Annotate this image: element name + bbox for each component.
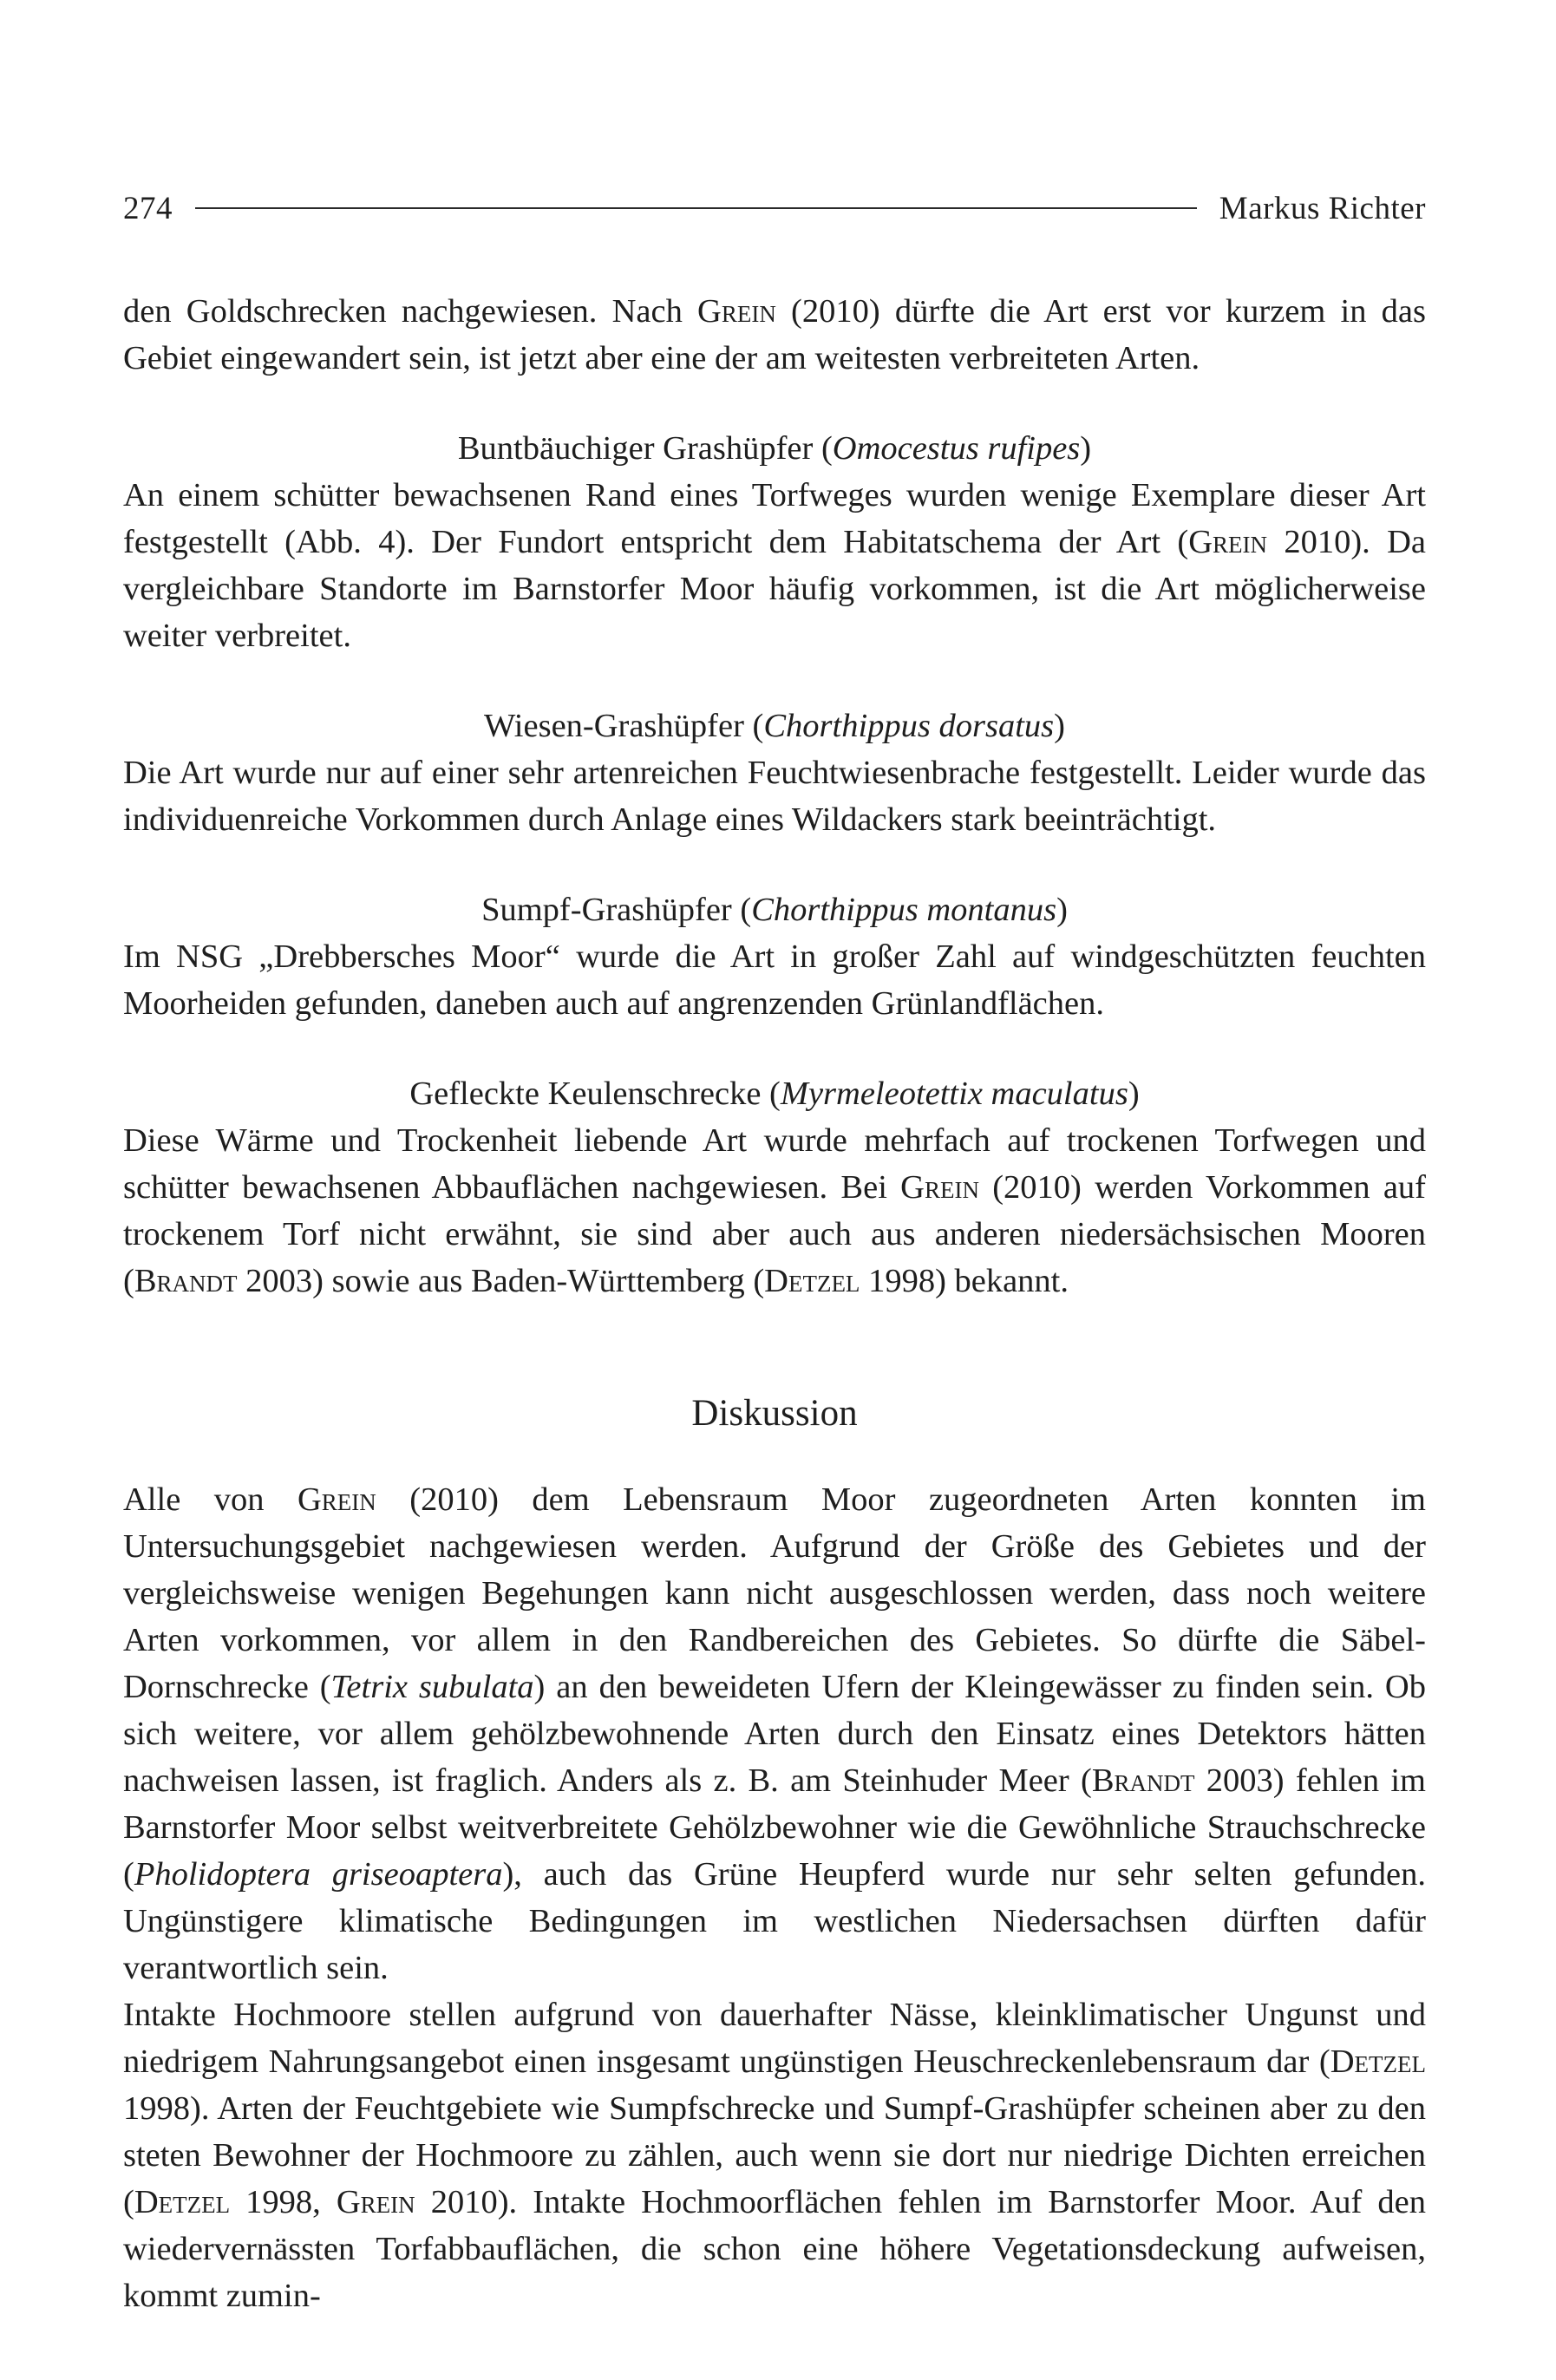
section-title-diskussion: Diskussion <box>691 1393 858 1434</box>
citation: Grein <box>336 2184 415 2220</box>
paragraph-dorsatus: Die Art wurde nur auf einer sehr artenreichen Feuchtwiesenbrache festgestellt. Leider wurde das individuenreiche Vorkommen durch Anlage eines Wildackers stark beeinträchtigt. <box>123 755 1426 838</box>
latin-name: Chorthippus dorsatus <box>763 708 1055 744</box>
latin-name: Myrmeleotettix maculatus <box>780 1076 1128 1112</box>
latin-name: Tetrix subulata <box>330 1669 534 1705</box>
paragraph-myrmeleotettix: Diese Wärme und Trockenheit liebende Art wurde mehrfach auf trockenen Torfwegen und schütter bewachsenen Abbauflächen nachgewiesen. Bei Grein (2010) werden Vorkommen auf trockenem Torf nicht erwähnt, sie sind aber auch aus anderen niedersächsischen Mooren (Brandt 2003) sowie aus Baden-Württemberg (Detzel 1998) bekannt. <box>123 1122 1426 1299</box>
latin-name: Pholidoptera griseoaptera <box>134 1856 503 1893</box>
latin-name: Omocestus rufipes <box>832 430 1081 467</box>
citation: Grein <box>297 1481 376 1518</box>
latin-name: Chorthippus montanus <box>751 892 1057 928</box>
page-number: 274 <box>123 190 173 226</box>
citation: Brandt <box>134 1263 238 1299</box>
citation: Grein <box>697 293 776 330</box>
species-heading-omocestus: Buntbäuchiger Grashüpfer (Omocestus rufipes) <box>457 430 1092 467</box>
citation: Grein <box>1188 524 1267 560</box>
species-heading-myrmeleotettix: Gefleckte Keulenschrecke (Myrmeleotettix maculatus) <box>409 1076 1140 1112</box>
running-header <box>123 182 1426 234</box>
species-heading-montanus: Sumpf-Grashüpfer (Chorthippus montanus) <box>481 892 1068 928</box>
paragraph-goldschrecken: den Goldschrecken nachgewiesen. Nach Grein (2010) dürfte die Art erst vor kurzem in das Gebiet eingewandert sein, ist jetzt aber eine der am weitesten verbreiteten Arten. <box>123 293 1426 376</box>
paragraph-montanus: Im NSG „Drebbersches Moor“ wurde die Art in großer Zahl auf windgeschützten feuchten Moorheiden gefunden, daneben auch auf angrenzenden Grünlandflächen. <box>123 938 1426 1022</box>
paragraph-discussion-1: Alle von Grein (2010) dem Lebensraum Moor zugeordneten Arten konnten im Untersuchungsgebiet nachgewiesen werden. Aufgrund der Größe des Gebietes und der vergleichsweise wenigen Begehungen kann nicht ausgeschlossen werden, dass noch weitere Arten vorkommen, vor allem in den Randbereichen des Gebietes. So dürfte die Säbel-Dornschrecke (Tetrix subulata) an den beweideten Ufern der Kleingewässer zu finden sein. Ob sich weitere, vor allem gehölzbewohnende Arten durch den Einsatz eines Detektors hätten nachweisen lassen, ist fraglich. Anders als z. B. am Steinhuder Meer (Brandt 2003) fehlen im Barnstorfer Moor selbst weitverbreitete Gehölzbewohner wie die Gewöhnliche Strauchschrecke (Pholidoptera griseoaptera), auch das Grüne Heupferd wurde nur sehr selten gefunden. Ungünstigere klimatische Bedingungen im westlichen Niedersachsen dürften dafür verantwortlich sein. <box>123 1481 1426 1986</box>
running-author: Markus Richter <box>1219 190 1426 226</box>
citation: Detzel <box>134 2184 231 2220</box>
body-text <box>123 288 1426 2319</box>
citation: Grein <box>900 1169 979 1206</box>
paragraph-discussion-2: Intakte Hochmoore stellen aufgrund von dauerhafter Nässe, kleinklimatischer Ungunst und niedrigem Nahrungsangebot einen insgesamt ungünstigen Heuschreckenlebensraum dar (Detzel 1998). Arten der Feuchtgebiete wie Sumpfschrecke und Sumpf-Grashüpfer scheinen aber zu den steten Bewohner der Hochmoore zu zählen, auch wenn sie dort nur niedrige Dichten erreichen (Detzel 1998, Grein 2010). Intakte Hochmoorflächen fehlen im Barnstorfer Moor. Auf den wiedervernässten Torfabbauflächen, die schon eine höhere Vegetationsdeckung aufweisen, kommt zumin- <box>123 1997 1427 2314</box>
citation: Detzel <box>1330 2043 1426 2080</box>
paragraph-omocestus: An einem schütter bewachsenen Rand eines Torfweges wurden wenige Exemplare dieser Art festgestellt (Abb. 4). Der Fundort entspricht dem Habitatschema der Art (Grein 2010). Da vergleichbare Standorte im Barnstorfer Moor häufig vorkommen, ist die Art möglicherweise weiter verbreitet. <box>123 477 1426 654</box>
header-rule <box>195 207 1197 209</box>
species-heading-dorsatus: Wiesen-Grashüpfer (Chorthippus dorsatus) <box>484 708 1065 744</box>
citation: Detzel <box>764 1263 860 1299</box>
citation: Brandt <box>1091 1762 1195 1799</box>
